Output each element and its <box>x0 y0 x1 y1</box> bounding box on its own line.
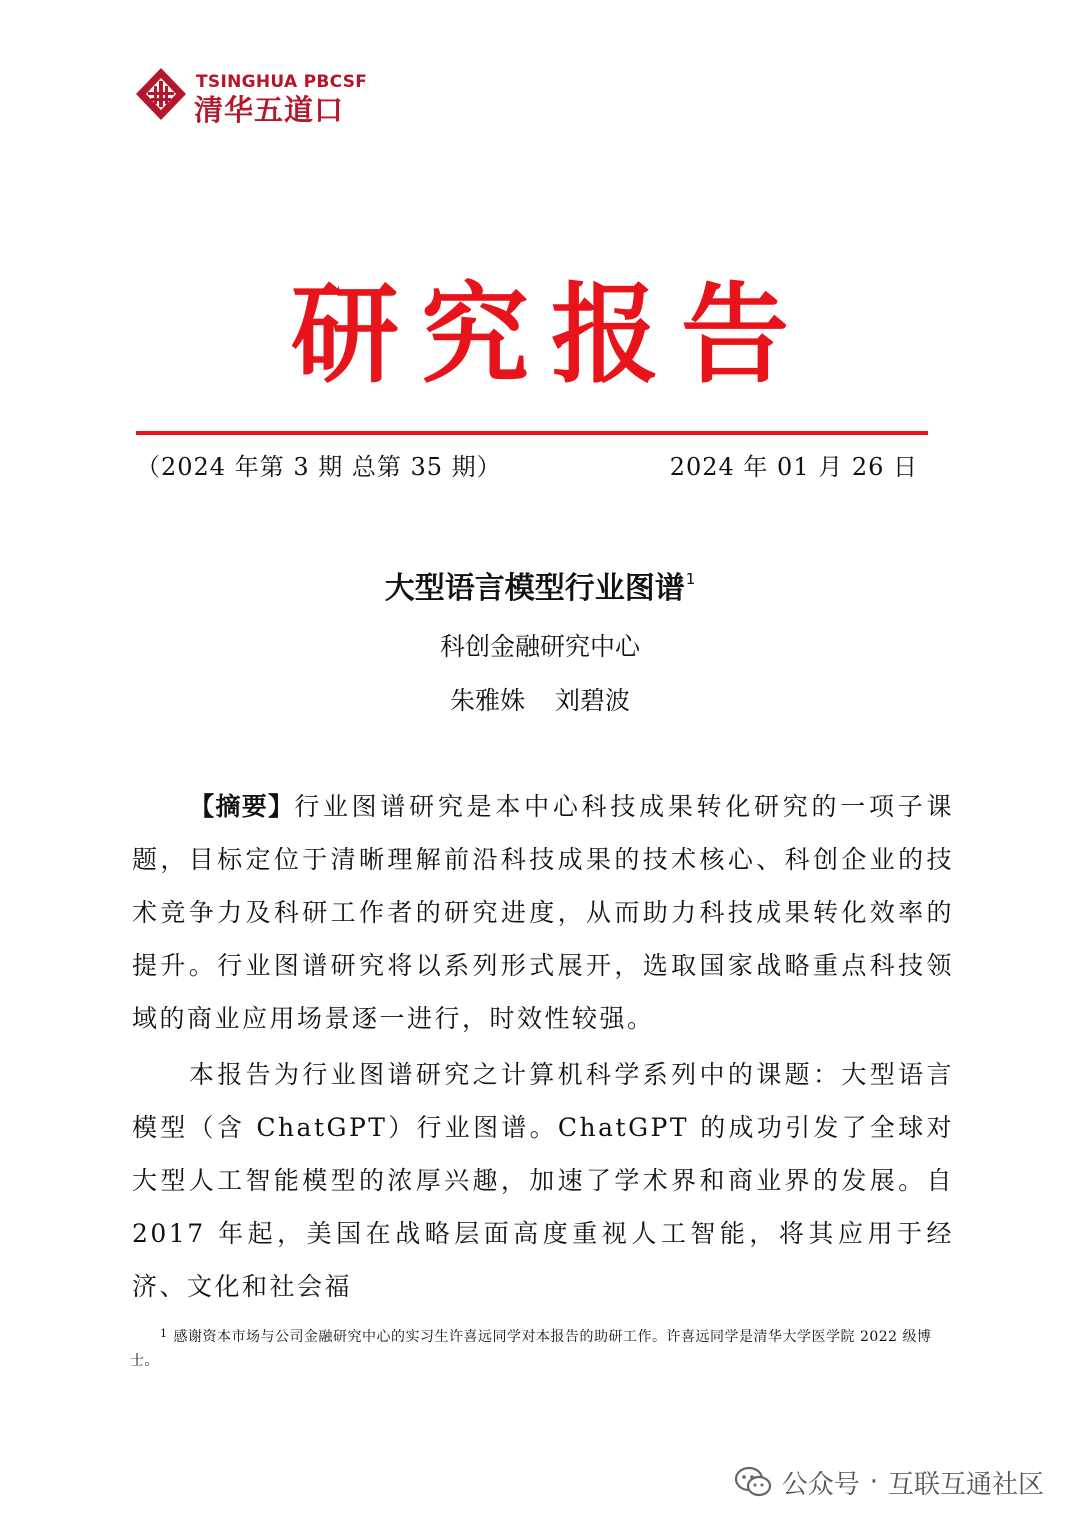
footnote-reference: 1 <box>685 570 696 588</box>
watermark-account: 互联互通社区 <box>887 1469 1044 1500</box>
research-center: 科创金融研究中心 <box>439 632 640 661</box>
author-name: 朱雅姝 <box>449 686 525 715</box>
abstract-text: 行业图谱研究是本中心科技成果转化研究的一项子课题，目标定位于清晰理解前沿科技成果的技术核心、科创企业的技术竞争力及科研工作者的研究进度，从而助力科技成果转化效率的提升。行业图谱研究将以系列形式展开，选取国家战略重点科技领域的商业应用场景逐一进行，时效性较强。 <box>132 792 954 1033</box>
logo-chinese-text: 清华五道口 <box>194 93 345 127</box>
document-title-text: 大型语言模型行业图谱 <box>384 571 685 606</box>
watermark-label: 公众号 <box>781 1469 860 1500</box>
author-list <box>0 681 1080 717</box>
abstract-label: 【摘要】 <box>188 792 295 821</box>
publish-date: 2024 年 01 月 26 日 <box>669 453 918 481</box>
report-type-title: 研究报告 <box>290 272 811 398</box>
watermark-separator: · <box>869 1467 878 1497</box>
wechat-watermark <box>734 1462 1044 1502</box>
footnote <box>130 1322 950 1373</box>
footnote-text: 感谢资本市场与公司金融研究中心的实习生许喜远同学对本报告的助研工作。许喜远同学是清华大学医学院 2022 级博士。 <box>130 1329 932 1369</box>
header-divider <box>136 431 928 435</box>
pbcsf-logo-mark <box>134 66 188 122</box>
abstract-paragraph <box>132 780 954 1045</box>
body-paragraph <box>132 1048 954 1313</box>
logo-english-text: TSINGHUA PBCSF <box>196 72 368 92</box>
body-paragraph-text: 本报告为行业图谱研究之计算机科学系列中的课题：大型语言模型（含 ChatGPT）行业图谱。ChatGPT 的成功引发了全球对大型人工智能模型的浓厚兴趣，加速了学术界和商业界的发展。自 2017 年起，美国在战略层面高度重视人工智能，将其应用于经济、文化和社会福 <box>132 1060 954 1301</box>
wechat-icon <box>734 1466 772 1498</box>
footnote-mark: 1 <box>160 1327 168 1340</box>
author-name: 刘碧波 <box>555 686 631 715</box>
org-logo <box>134 66 368 127</box>
document-title <box>0 563 1080 607</box>
issue-info: （2024 年第 3 期 总第 35 期） <box>136 453 502 481</box>
